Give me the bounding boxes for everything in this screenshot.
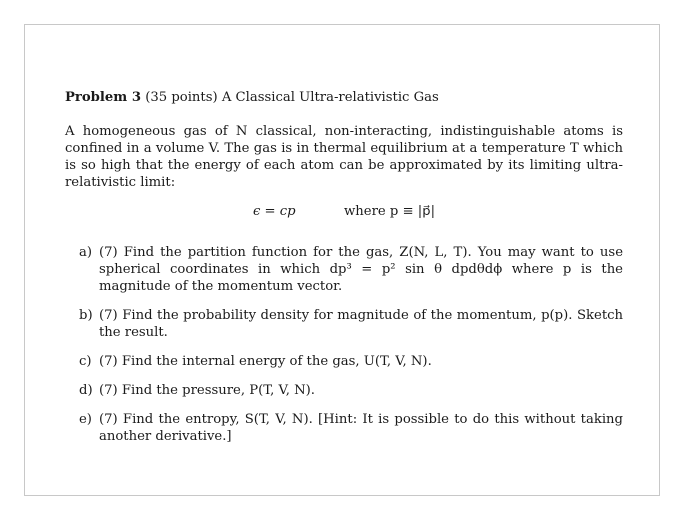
equation-where: where p ≡ |p⃗| (344, 204, 436, 219)
part-text: (7) Find the partition function for the gas, Z(N, L, T). You may want to use spherical coordinates in which dp³ = p² sin θ dpdθdϕ where p is the magnitude of the momentum vector. (99, 245, 623, 294)
part-marker: d) (79, 383, 93, 398)
part-text: (7) Find the entropy, S(T, V, N). [Hint: It is possible to do this without taking another derivative.] (99, 412, 623, 444)
document-page (24, 24, 660, 496)
part-marker: a) (79, 245, 93, 260)
part-marker: b) (79, 308, 93, 323)
problem-intro: A homogeneous gas of N classical, non-interacting, indistinguishable atoms is confined in a volume V. The gas is in thermal equilibrium at a temperature T which is so high that the energy of each atom can be approximated by its limiting ultra-relativistic limit: (65, 124, 623, 190)
equation-lhs: ϵ = cp (252, 204, 296, 219)
energy-equation (65, 203, 623, 220)
part-text: (7) Find the probability density for magnitude of the momentum, p(p). Sketch the result. (99, 308, 623, 340)
part-item (65, 353, 623, 370)
problem-heading (65, 89, 623, 106)
problem-label: Problem 3 (65, 90, 142, 105)
part-text: (7) Find the pressure, P(T, V, N). (99, 383, 315, 398)
part-text: (7) Find the internal energy of the gas, U(T, V, N). (99, 354, 432, 369)
part-item (65, 307, 623, 341)
part-item (65, 244, 623, 295)
part-item (65, 382, 623, 399)
part-item (65, 411, 623, 445)
part-marker: e) (79, 412, 92, 427)
part-marker: c) (79, 354, 92, 369)
problem-points: (35 points) (145, 90, 218, 105)
problem-title: A Classical Ultra-relativistic Gas (221, 90, 439, 105)
problem-content (65, 89, 623, 457)
problem-parts (65, 244, 623, 445)
